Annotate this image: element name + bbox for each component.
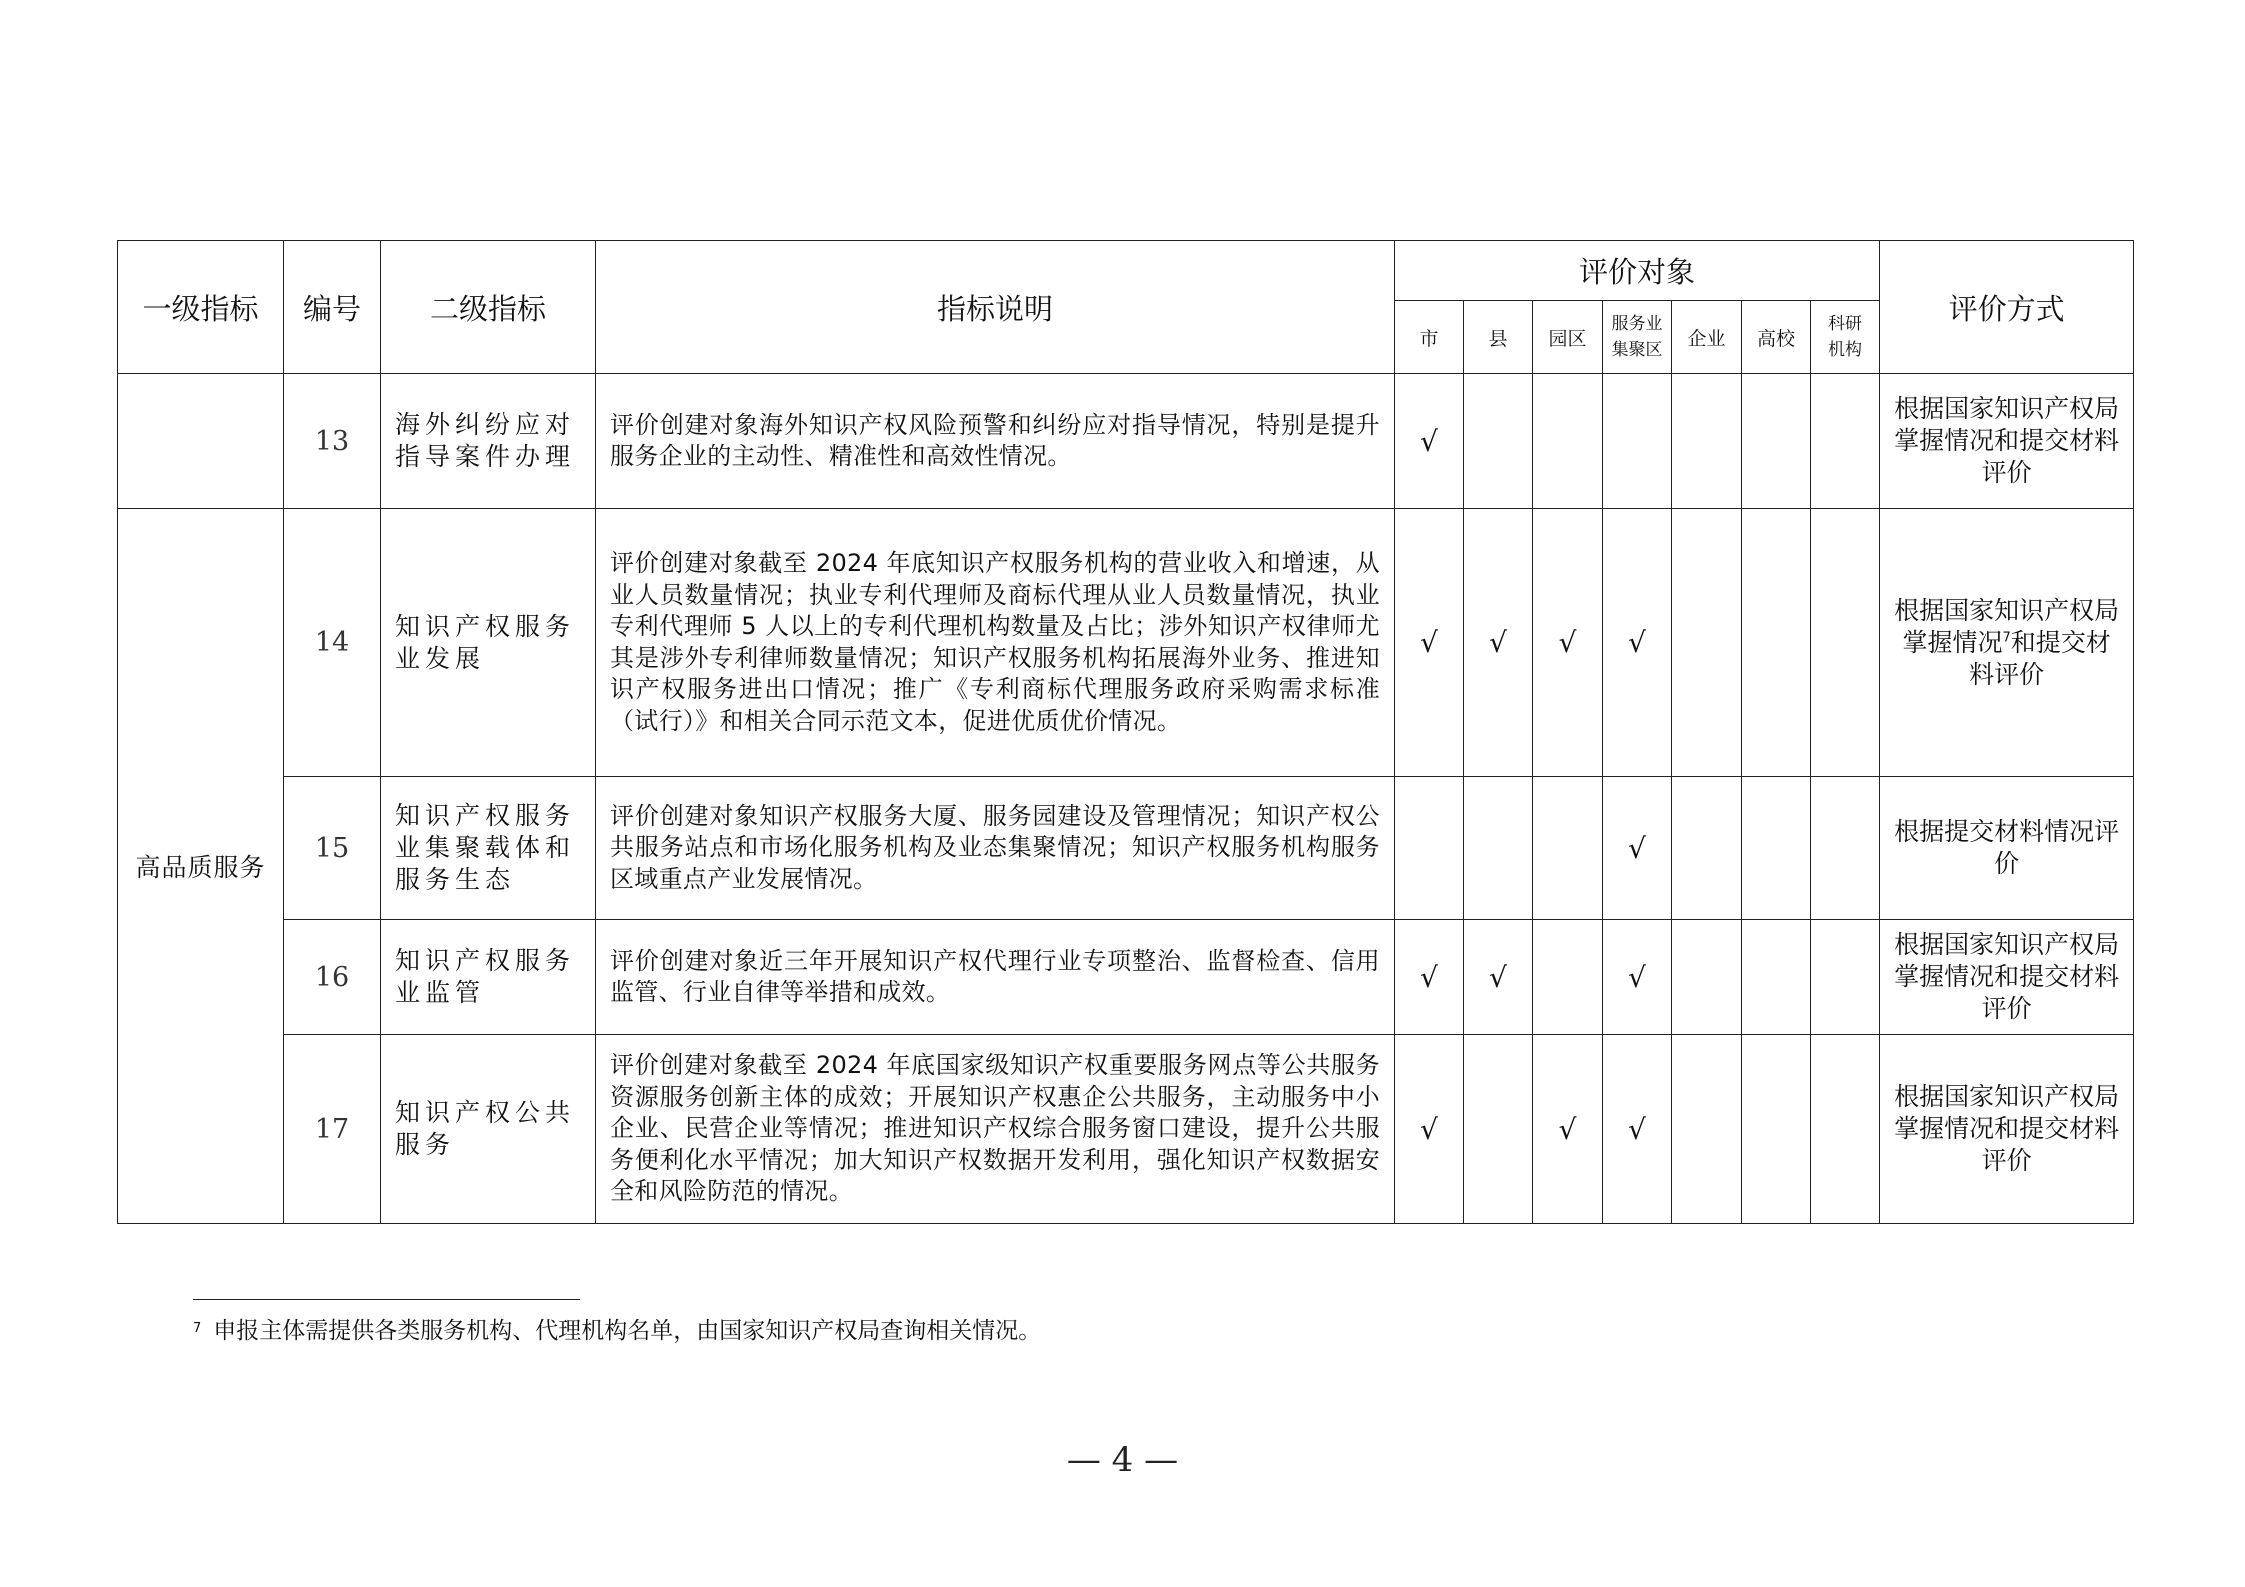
check-cell: √ — [1533, 1035, 1603, 1224]
header-target-cluster-line2: 集聚区 — [1611, 340, 1663, 360]
header-target-research-line1: 科研 — [1828, 314, 1863, 334]
check-cell: √ — [1395, 920, 1464, 1035]
row-number: 16 — [284, 920, 381, 1035]
row-method-part2: 和提交材料评价 — [1969, 627, 2111, 689]
check-cell: √ — [1603, 509, 1672, 777]
check-cell: √ — [1395, 1035, 1464, 1224]
check-cell — [1672, 374, 1742, 509]
check-cell — [1672, 777, 1742, 920]
check-cell: √ — [1464, 920, 1533, 1035]
header-target-county: 县 — [1464, 301, 1533, 374]
row-level2: 知识产权公共服务 — [381, 1035, 596, 1224]
evaluation-table — [117, 240, 2134, 1224]
header-target-park: 园区 — [1533, 301, 1603, 374]
footnote — [193, 1316, 1041, 1346]
footnote-text: 申报主体需提供各类服务机构、代理机构名单，由国家知识产权局查询相关情况。 — [213, 1318, 1042, 1344]
row-method: 根据提交材料情况评价 — [1880, 777, 2134, 920]
check-cell: √ — [1603, 1035, 1672, 1224]
check-cell — [1533, 920, 1603, 1035]
check-cell — [1464, 1035, 1533, 1224]
check-cell — [1811, 777, 1880, 920]
header-target-cluster-line1: 服务业 — [1611, 314, 1663, 334]
check-cell — [1811, 374, 1880, 509]
header-method: 评价方式 — [1880, 241, 2134, 374]
row-level2: 知识产权服务业发展 — [381, 509, 596, 777]
header-target-city: 市 — [1395, 301, 1464, 374]
header-targets-group: 评价对象 — [1395, 241, 1880, 301]
row-method-part1: 根据国家知识产权局掌握情况 — [1894, 595, 2120, 657]
check-cell — [1672, 1035, 1742, 1224]
header-description: 指标说明 — [596, 241, 1395, 374]
check-cell: √ — [1395, 509, 1464, 777]
check-cell: √ — [1603, 920, 1672, 1035]
row-number: 13 — [284, 374, 381, 509]
header-number: 编号 — [284, 241, 381, 374]
page-number: — 4 — — [1066, 1440, 1179, 1480]
check-cell — [1811, 920, 1880, 1035]
check-cell — [1742, 374, 1811, 509]
check-cell — [1811, 509, 1880, 777]
header-level2: 二级指标 — [381, 241, 596, 374]
header-target-research — [1811, 301, 1880, 374]
check-cell — [1464, 777, 1533, 920]
check-cell — [1672, 920, 1742, 1035]
check-cell — [1533, 777, 1603, 920]
row-description: 评价创建对象海外知识产权风险预警和纠纷应对指导情况，特别是提升服务企业的主动性、精准性和高效性情况。 — [596, 374, 1395, 509]
footnote-divider — [193, 1299, 580, 1300]
row-number: 14 — [284, 509, 381, 777]
header-target-cluster — [1603, 301, 1672, 374]
row-number: 15 — [284, 777, 381, 920]
table-row — [118, 1035, 2134, 1224]
table-row — [118, 777, 2134, 920]
row-description: 评价创建对象近三年开展知识产权代理行业专项整治、监督检查、信用监管、行业自律等举措和成效。 — [596, 920, 1395, 1035]
row-description: 评价创建对象截至 2024 年底国家级知识产权重要服务网点等公共服务资源服务创新主体的成效；开展知识产权惠企公共服务，主动服务中小企业、民营企业等情况；推进知识产权综合服务窗口建设，提升公共服务便利化水平情况；加大知识产权数据开发利用，强化知识产权数据安全和风险防范的情况。 — [596, 1035, 1395, 1224]
header-target-research-line2: 机构 — [1828, 340, 1863, 360]
group-label: 高品质服务 — [118, 509, 284, 1224]
row-method — [1880, 509, 2134, 777]
check-cell — [1395, 777, 1464, 920]
check-cell: √ — [1533, 509, 1603, 777]
row-number: 17 — [284, 1035, 381, 1224]
row-method: 根据国家知识产权局掌握情况和提交材料评价 — [1880, 1035, 2134, 1224]
header-target-university: 高校 — [1742, 301, 1811, 374]
check-cell — [1603, 374, 1672, 509]
check-cell: √ — [1603, 777, 1672, 920]
check-cell — [1533, 374, 1603, 509]
footnote-ref[interactable]: 7 — [2002, 630, 2011, 646]
table-row — [118, 920, 2134, 1035]
check-cell — [1742, 1035, 1811, 1224]
header-level1: 一级指标 — [118, 241, 284, 374]
check-cell — [1742, 509, 1811, 777]
row-level2: 知识产权服务业监管 — [381, 920, 596, 1035]
check-cell — [1811, 1035, 1880, 1224]
header-target-enterprise: 企业 — [1672, 301, 1742, 374]
level1-empty-cell — [118, 374, 284, 509]
row-level2: 知识产权服务业集聚载体和服务生态 — [381, 777, 596, 920]
check-cell: √ — [1464, 509, 1533, 777]
row-description: 评价创建对象知识产权服务大厦、服务园建设及管理情况；知识产权公共服务站点和市场化服务机构及业态集聚情况；知识产权服务机构服务区域重点产业发展情况。 — [596, 777, 1395, 920]
check-cell — [1742, 920, 1811, 1035]
table-row — [118, 509, 2134, 777]
row-method: 根据国家知识产权局掌握情况和提交材料评价 — [1880, 374, 2134, 509]
table-row — [118, 374, 2134, 509]
check-cell — [1742, 777, 1811, 920]
header-row — [118, 241, 2134, 301]
check-cell — [1672, 509, 1742, 777]
footnote-mark: 7 — [193, 1321, 202, 1336]
check-cell — [1464, 374, 1533, 509]
row-method: 根据国家知识产权局掌握情况和提交材料评价 — [1880, 920, 2134, 1035]
row-description: 评价创建对象截至 2024 年底知识产权服务机构的营业收入和增速，从业人员数量情况；执业专利代理师及商标代理从业人员数量情况，执业专利代理师 5 人以上的专利代理机构数量及占比；涉外知识产权律师尤其是涉外专利律师数量情况；知识产权服务机构拓展海外业务、推进知识产权服务进出口情况；推广《专利商标代理服务政府采购需求标准（试行）》和相关合同示范文本，促进优质优价情况。 — [596, 509, 1395, 777]
check-cell: √ — [1395, 374, 1464, 509]
row-level2: 海外纠纷应对指导案件办理 — [381, 374, 596, 509]
